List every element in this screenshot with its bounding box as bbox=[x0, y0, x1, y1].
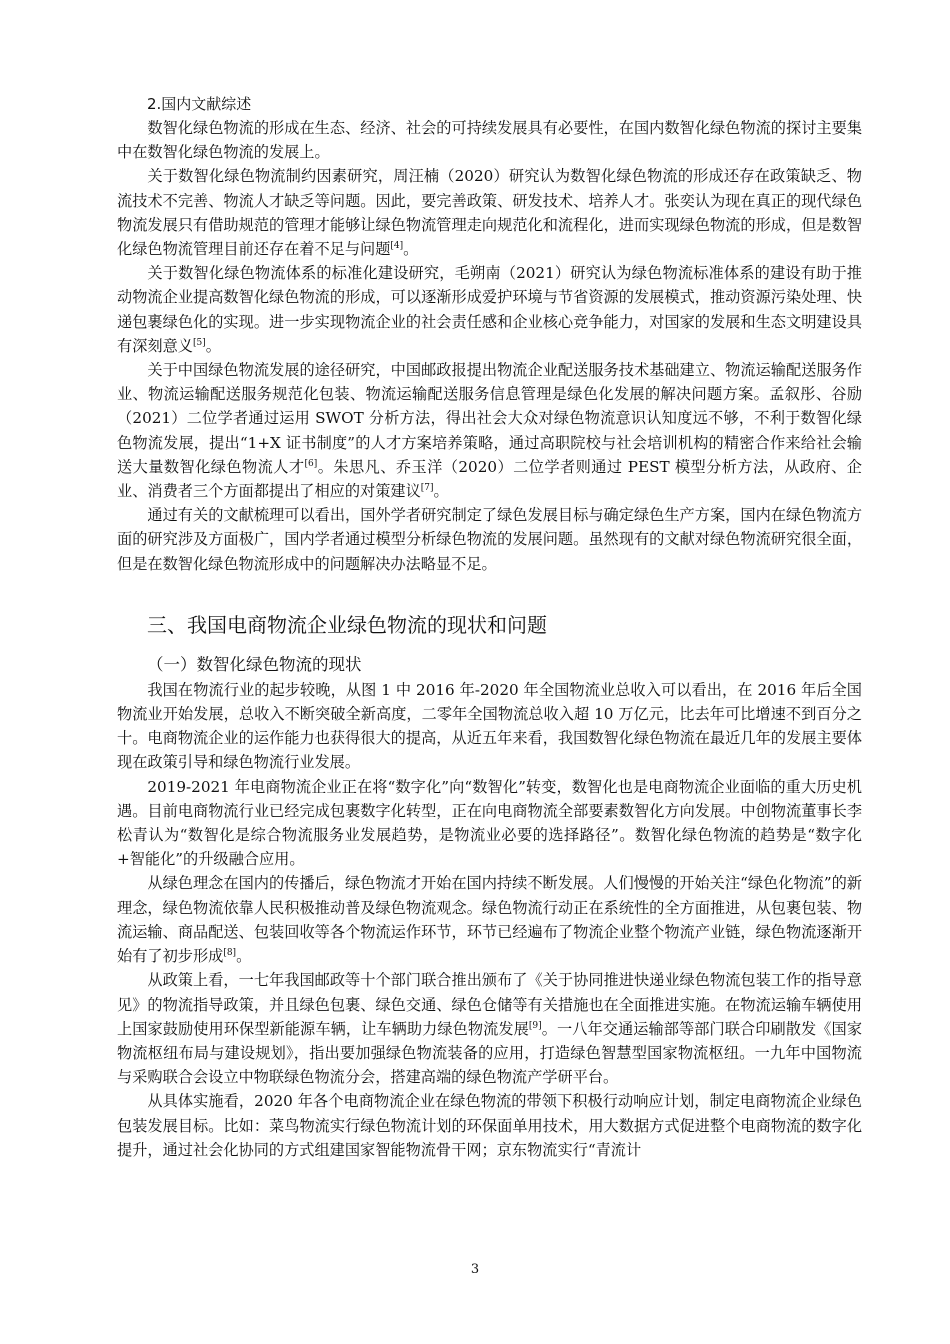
citation-ref: [5] bbox=[192, 337, 206, 348]
paragraph bbox=[117, 678, 862, 775]
paragraph bbox=[117, 503, 862, 576]
paragraph bbox=[117, 968, 862, 1089]
paragraph-text: 通过有关的文献梳理可以看出，国外学者研究制定了绿色发展目标与确定绿色生产方案，国内在绿色物流方面的研究涉及方面极广，国内学者通过模型分析绿色物流的发展问题。虽然现有的文献对绿色物流研究很全面，但是在数智化绿色物流形成中的问题解决办法略显不足。 bbox=[117, 506, 862, 573]
paragraph bbox=[117, 261, 862, 358]
paragraph-text: 从具体实施看，2020 年各个电商物流企业在绿色物流的带领下积极行动响应计划，制定电商物流企业绿色包装发展目标。比如：菜鸟物流实行绿色物流计划的环保面单用技术，用大数据方式促进整个电商物流的数字化提升，通过社会化协同的方式组建国家智能物流骨干网；京东物流实行“青流计 bbox=[117, 1092, 862, 1159]
subsection-title: （一）数智化绿色物流的现状 bbox=[147, 654, 362, 674]
paragraph-tail: 。一八年交通运输部等部门联合印刷散发《国家物流枢纽布局与建设规划》，指出要加强绿色物流装备的应用，打造绿色智慧型国家物流枢纽。一九年中国物流与采购联合会设立中物联绿色物流分会，搭建高端的绿色物流产学研平台。 bbox=[117, 1019, 863, 1087]
page-number: 3 bbox=[470, 1262, 480, 1277]
paragraph-text: 从绿色理念在国内的传播后，绿色物流才开始在国内持续不断发展。人们慢慢的开始关注“绿色化物流”的新理念，绿色物流依靠人民积极推动普及绿色物流观念。绿色物流行动正在系统性的全方面推进，从包裹包装、物流运输、商品配送、包装回收等各个物流运作环节，环节已经遍布了物流企业整个物流产业链，绿色物流逐渐开始有了初步形成 bbox=[117, 874, 862, 966]
citation-ref: [4] bbox=[390, 241, 404, 252]
citation-ref: [8] bbox=[223, 948, 237, 959]
paragraph-tail: 。朱思凡、乔玉洋（2020）二位学者则通过 PEST 模型分析方法，从政府、企业、消费者三个方面都提出了相应的对策建议 bbox=[117, 457, 862, 501]
paragraph-text: 我国在物流行业的起步较晚，从图 1 中 2016 年-2020 年全国物流业总收入可以看出，在 2016 年后全国物流业开始发展，总收入不断突破全新高度，二零年全国物流总收入超 10 万亿元，比去年可比增速不到百分之十。电商物流企业的运作能力也获得很大的提高，从近五年来看，我国数智化绿色物流在最近几年的发展主要体现在政策引导和绿色物流行业发展。 bbox=[117, 680, 862, 772]
paragraph-tail: 。 bbox=[236, 947, 252, 966]
paragraph-tail: 。 bbox=[433, 482, 449, 501]
paragraph bbox=[117, 358, 862, 503]
paragraph-text: 数智化绿色物流的形成在生态、经济、社会的可持续发展具有必要性，在国内数智化绿色物流的探讨主要集中在数智化绿色物流的发展上。 bbox=[117, 119, 862, 162]
paragraph-text: 关于数智化绿色物流制约因素研究，周汪楠（2020）研究认为数智化绿色物流的形成还存在政策缺乏、物流技术不完善、物流人才缺乏等问题。因此，要完善政策、研发技术、培养人才。张奕认为现在真正的现代绿色物流发展只有借助规范的管理才能够让绿色物流管理走向规范化和流程化，进而实现绿色物流的形成，但是数智化绿色物流管理目前还存在着不足与问题 bbox=[117, 167, 862, 259]
citation-ref: [6] bbox=[304, 458, 318, 469]
paragraph bbox=[117, 1089, 862, 1162]
paragraph-tail: 。 bbox=[205, 336, 221, 355]
chapter-title: 三、我国电商物流企业绿色物流的现状和问题 bbox=[147, 612, 547, 637]
paragraph-text: 从政策上看，一七年我国邮政等十个部门联合推出颁布了《关于协同推进快递业绿色物流包装工作的指导意见》的物流指导政策，并且绿色包裹、绿色交通、绿色仓储等有关措施也在全面推进实施。在物流运输车辆使用上国家鼓励使用环保型新能源车辆，让车辆助力绿色物流发展 bbox=[117, 971, 862, 1038]
paragraph bbox=[117, 871, 862, 968]
paragraph-text: 关于数智化绿色物流体系的标准化建设研究，毛朔南（2021）研究认为绿色物流标准体系的建设有助于推动物流企业提高数智化绿色物流的形成，可以逐渐形成爱护环境与节省资源的发展模式，推动资源污染处理、快递包裹绿色化的实现。进一步实现物流企业的社会责任感和企业核心竞争能力，对国家的发展和生态文明建设具有深刻意义 bbox=[117, 264, 862, 355]
citation-ref: [9] bbox=[528, 1020, 542, 1031]
citation-ref: [7] bbox=[420, 483, 434, 494]
paragraph-text: 关于中国绿色物流发展的途径研究，中国邮政报提出物流企业配送服务技术基础建立、物流运输配送服务作业、物流运输配送服务规范化包装、物流运输配送服务信息管理是绿色化发展的解决问题方案。孟叙彤、谷励（2021）二位学者通过运用 SWOT 分析方法，得出社会大众对绿色物流意识认知度远不够，不利于数智化绿色物流发展，提出“1+X 证书制度”的人才方案培养策略，通过高职院校与社会培训机构的精密合作来给社会输送大量数智化绿色物流人才 bbox=[117, 361, 862, 476]
paragraph-tail: 。 bbox=[403, 240, 419, 259]
section-heading-domestic-review: 2.国内文献综述 bbox=[147, 95, 252, 113]
paragraph-text: 2019-2021 年电商物流企业正在将“数字化”向“数智化”转变，数智化也是电商物流企业面临的重大历史机遇。目前电商物流行业已经完成包裹数字化转型，正在向电商物流全部要素数智化方向发展。中创物流董事长李松青认为“数智化是综合物流服务业发展趋势，是物流业必要的选择路径”。数智化绿色物流的趋势是“数字化+智能化”的升级融合应用。 bbox=[117, 777, 862, 869]
page-content bbox=[117, 92, 862, 1162]
paragraph bbox=[117, 775, 862, 872]
paragraph bbox=[117, 116, 862, 164]
paragraph bbox=[117, 164, 862, 261]
